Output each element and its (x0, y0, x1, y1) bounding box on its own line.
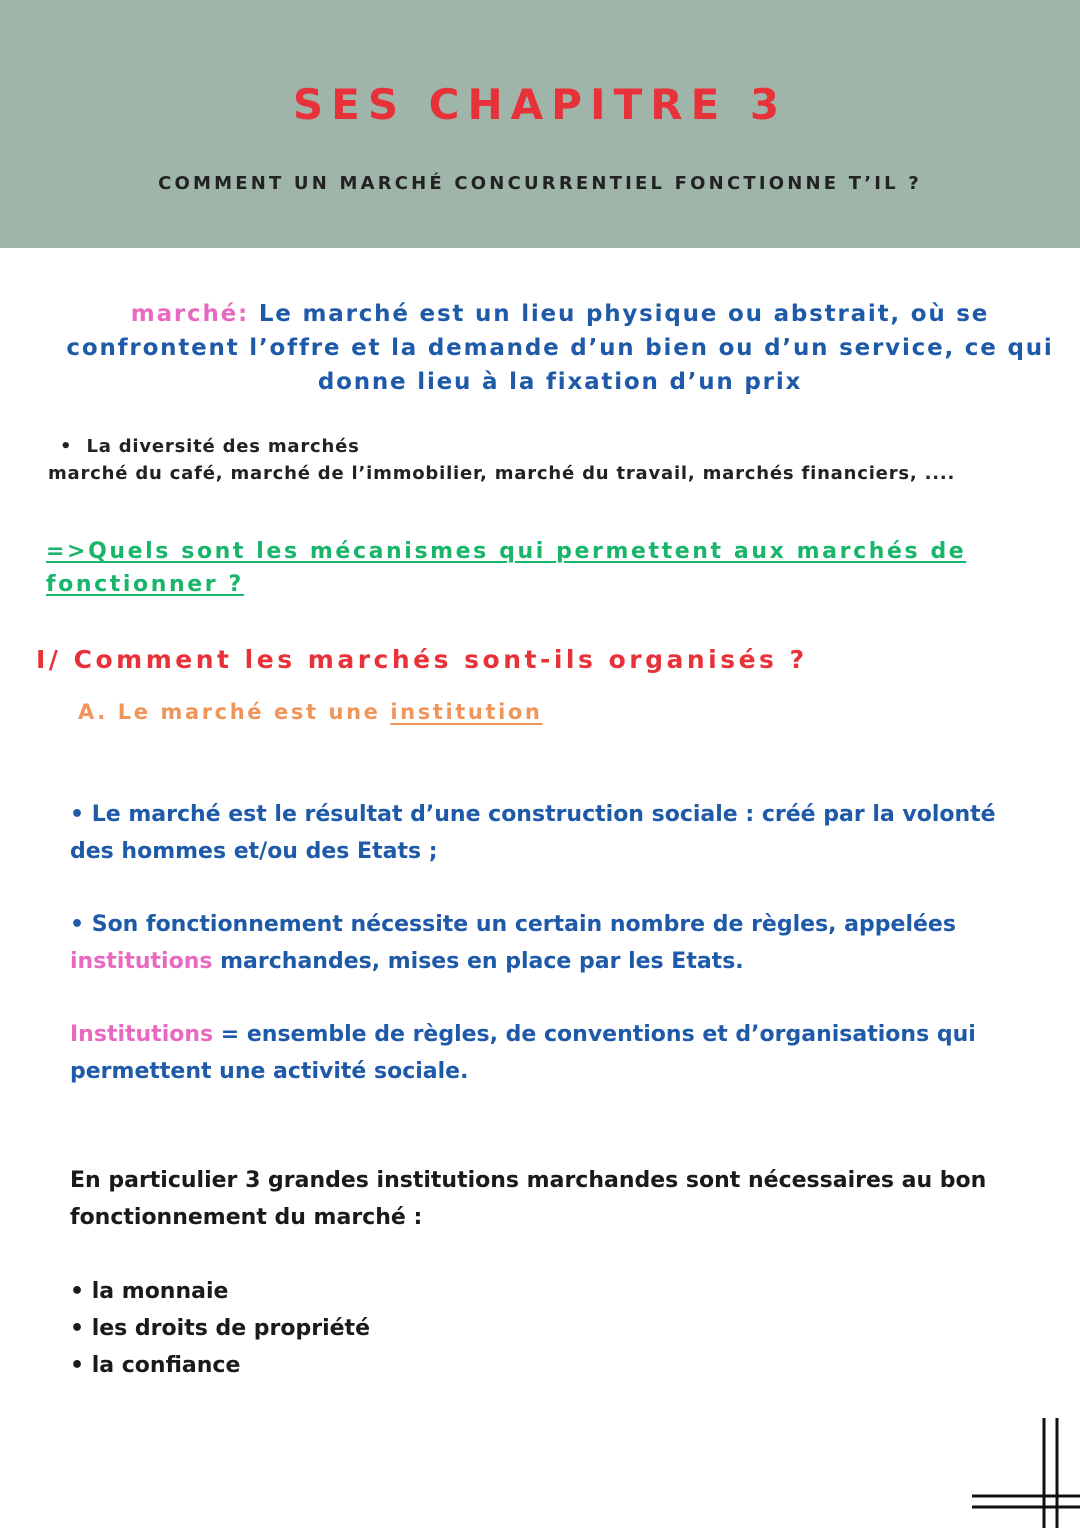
definition-block (40, 297, 1080, 399)
paragraph-institutions-definition (70, 1016, 1030, 1090)
institutions-list (70, 1273, 670, 1384)
subsection-keyword: institution (390, 700, 543, 724)
list-item: • la confiance (70, 1353, 241, 1378)
institutions-definition: = ensemble de règles, de conventions et d’organisations qui permettent une activité sociale. (70, 1022, 976, 1084)
paragraph-three-institutions: En particulier 3 grandes institutions marchandes sont nécessaires au bon fonctionnement du marché : (70, 1168, 987, 1230)
paragraph-construction: • Le marché est le résultat d’une construction sociale : créé par la volonté des hommes et/ou des Etats ; (70, 802, 996, 864)
institutions-term: Institutions (70, 1022, 214, 1047)
section-title: I/ Comment les marchés sont-ils organisés ? (36, 645, 808, 674)
question-line-2: fonctionner ? (46, 572, 244, 597)
paragraph-rules-prefix: • Son fonctionnement nécessite un certain nombre de règles, appelées (70, 912, 956, 937)
subsection-prefix: A. Le marché est une (78, 700, 391, 724)
diversity-heading: La diversité des marchés (86, 436, 360, 457)
bullet-icon: • (60, 436, 87, 457)
paragraph-rules (70, 906, 1030, 980)
guiding-question (46, 535, 1026, 601)
list-item: • les droits de propriété (70, 1316, 370, 1341)
page-subtitle: COMMENT UN MARCHÉ CONCURRENTIEL FONCTIONNE T’IL ? (158, 173, 922, 194)
paragraph-rules-suffix: marchandes, mises en place par les Etats. (212, 949, 744, 974)
subsection-title (78, 700, 978, 724)
diversity-heading-line (48, 433, 1048, 460)
list-item: • la monnaie (70, 1279, 229, 1304)
diversity-block (48, 433, 1048, 487)
definition-text: Le marché est un lieu physique ou abstrait, où se confrontent l’offre et la demande d’un bien ou d’un service, ce qui donne lieu à la fixation d’un prix (66, 301, 1054, 395)
corner-hash-decoration-icon (960, 1410, 1080, 1528)
question-line-1: =>Quels sont les mécanismes qui permettent aux marchés de (46, 539, 967, 564)
header-banner (0, 0, 1080, 248)
page-title: SES CHAPITRE 3 (292, 80, 788, 129)
definition-term: marché: (130, 301, 250, 327)
diversity-examples: marché du café, marché de l’immobilier, marché du travail, marchés financiers, .... (48, 463, 956, 484)
paragraph-rules-term: institutions (70, 949, 213, 974)
